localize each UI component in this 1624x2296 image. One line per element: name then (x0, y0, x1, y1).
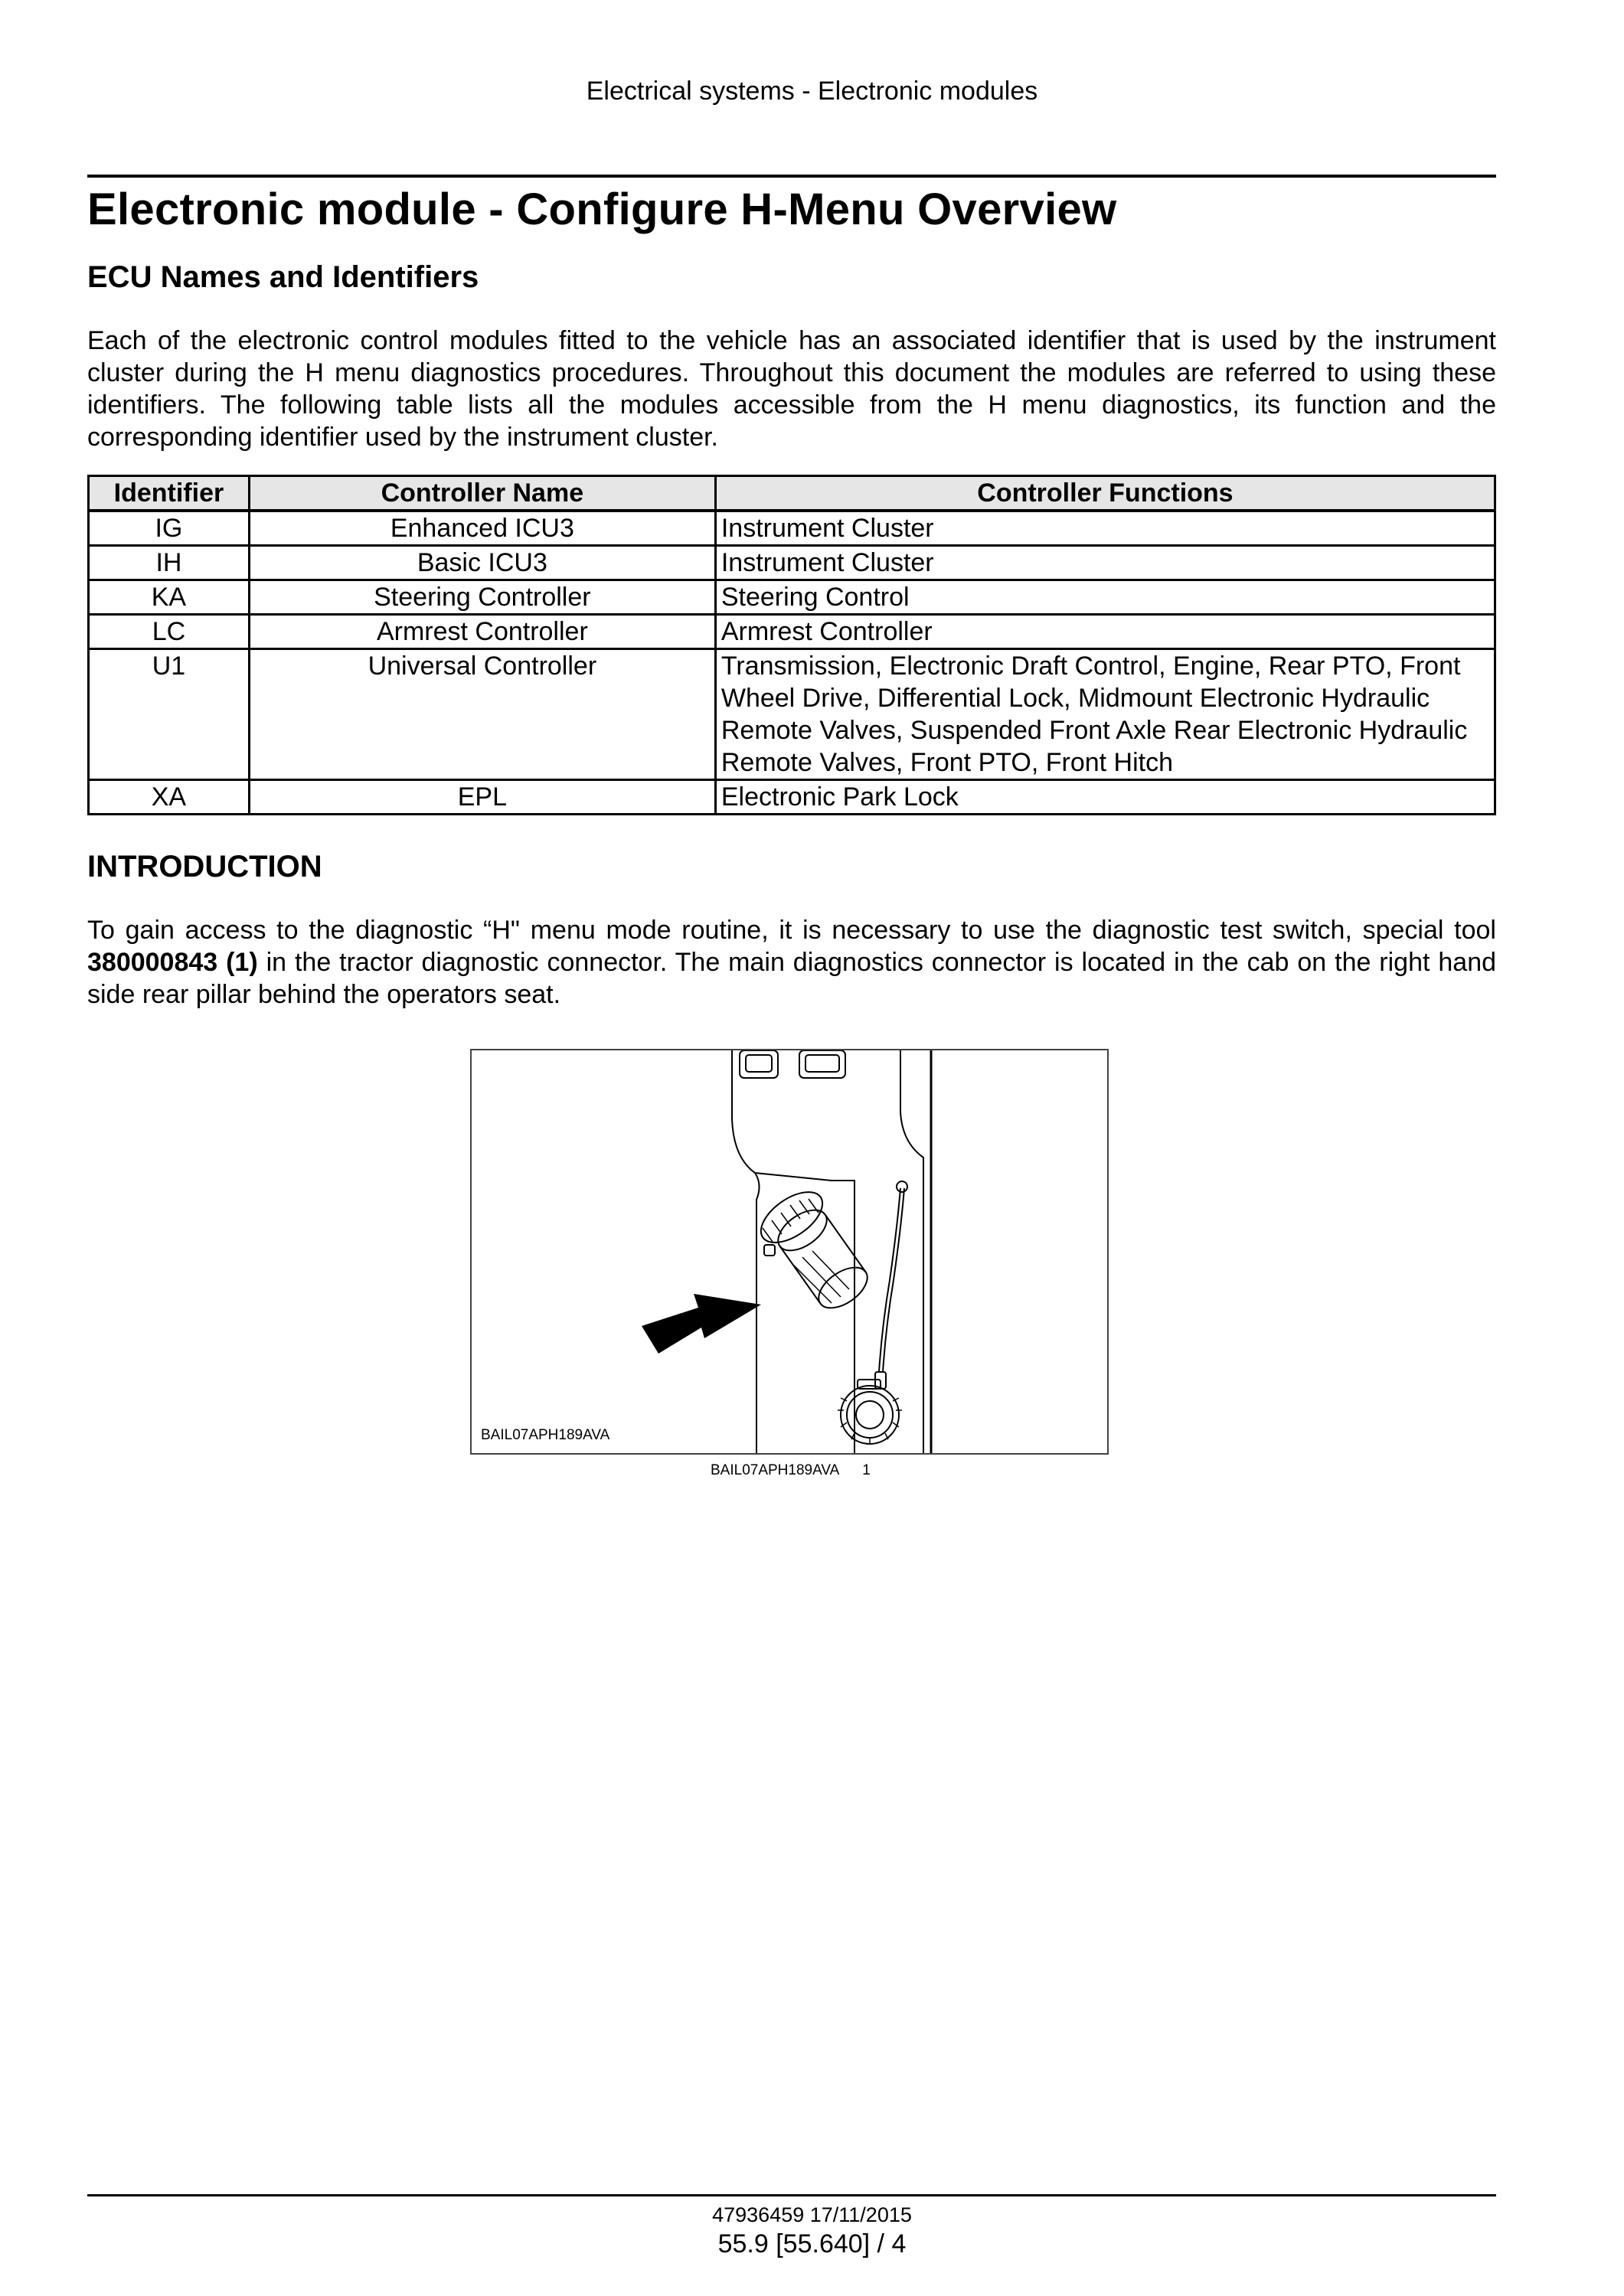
column-header-controller-functions: Controller Functions (715, 476, 1495, 511)
cell-identifier: IH (89, 546, 250, 580)
footer-document-number: 47936459 17/11/2015 (712, 2203, 912, 2226)
cell-controller-functions: Armrest Controller (715, 615, 1495, 649)
cell-identifier: KA (89, 580, 250, 615)
figure-caption-code: BAIL07APH189AVA (711, 1462, 840, 1478)
cell-controller-functions: Transmission, Electronic Draft Control, Engine, Rear PTO, Front Wheel Drive, Differential Lock, Midmount Electronic Hydraulic Remote Valves, Suspended Front Axle Rear Electronic Hydraulic Remote Valves, Front PTO, Front Hitch (715, 649, 1495, 780)
cell-controller-name: Steering Controller (249, 580, 715, 615)
cell-controller-name: Armrest Controller (249, 615, 715, 649)
figure-caption (711, 1462, 871, 1479)
table-row (89, 511, 1495, 546)
diagnostic-connector (753, 1182, 874, 1316)
cell-controller-name: Basic ICU3 (249, 546, 715, 580)
intro-text-after: in the tractor diagnostic connector. The main diagnostics connector is located in the cab on the right hand side rear pillar behind the operators seat. (87, 948, 1497, 1009)
cell-identifier: U1 (89, 649, 250, 780)
cell-identifier: IG (89, 511, 250, 546)
table-row (89, 546, 1495, 580)
tether-cable (879, 1188, 900, 1372)
ecu-section-paragraph: Each of the electronic control modules fitted to the vehicle has an associated identifier that is used by the instrument cluster during the H menu diagnostics procedures. Throughout this document the modules are referred to using these identifiers. The following table lists all the modules accessible from the H menu diagnostics, its function and the corresponding identifier used by the instrument cluster. (87, 326, 1496, 452)
table-row (89, 615, 1495, 649)
figure-inner-label: BAIL07APH189AVA (481, 1427, 610, 1443)
cell-controller-functions: Steering Control (715, 580, 1495, 615)
figure-caption-number: 1 (862, 1462, 871, 1478)
diagnostic-connector-figure (470, 1049, 1109, 1455)
footer-page-reference: 55.9 [55.640] / 4 (717, 2229, 907, 2258)
column-header-identifier: Identifier (89, 476, 250, 511)
cell-identifier: XA (89, 780, 250, 815)
cell-controller-functions: Instrument Cluster (715, 546, 1495, 580)
introduction-paragraph (87, 914, 1496, 1011)
table-row (89, 580, 1495, 615)
cell-controller-name: EPL (249, 780, 715, 815)
table-header-row (89, 476, 1495, 511)
ecu-table (87, 475, 1496, 815)
footer-rule (87, 2194, 1496, 2196)
ecu-section-heading: ECU Names and Identifiers (87, 260, 479, 294)
connector-cap (838, 1380, 902, 1444)
page-title: Electronic module - Configure H-Menu Overview (87, 185, 1117, 234)
intro-text-before: To gain access to the diagnostic “H" menu mode routine, it is necessary to use the diagnostic test switch, special tool (87, 916, 1496, 945)
cell-identifier: LC (89, 615, 250, 649)
running-header: Electrical systems - Electronic modules (586, 77, 1038, 106)
cell-controller-functions: Instrument Cluster (715, 511, 1495, 546)
cell-controller-functions: Electronic Park Lock (715, 780, 1495, 815)
pillar-panel-outline (732, 1050, 854, 1455)
header-rule (87, 175, 1496, 178)
introduction-heading: INTRODUCTION (87, 850, 322, 883)
special-tool-reference: 380000843 (1) (87, 948, 258, 977)
table-row (89, 649, 1495, 780)
cell-controller-name: Enhanced ICU3 (249, 511, 715, 546)
connector-illustration (472, 1050, 1109, 1455)
column-header-controller-name: Controller Name (249, 476, 715, 511)
table-row (89, 780, 1495, 815)
arrow-icon (642, 1294, 761, 1354)
cell-controller-name: Universal Controller (249, 649, 715, 780)
